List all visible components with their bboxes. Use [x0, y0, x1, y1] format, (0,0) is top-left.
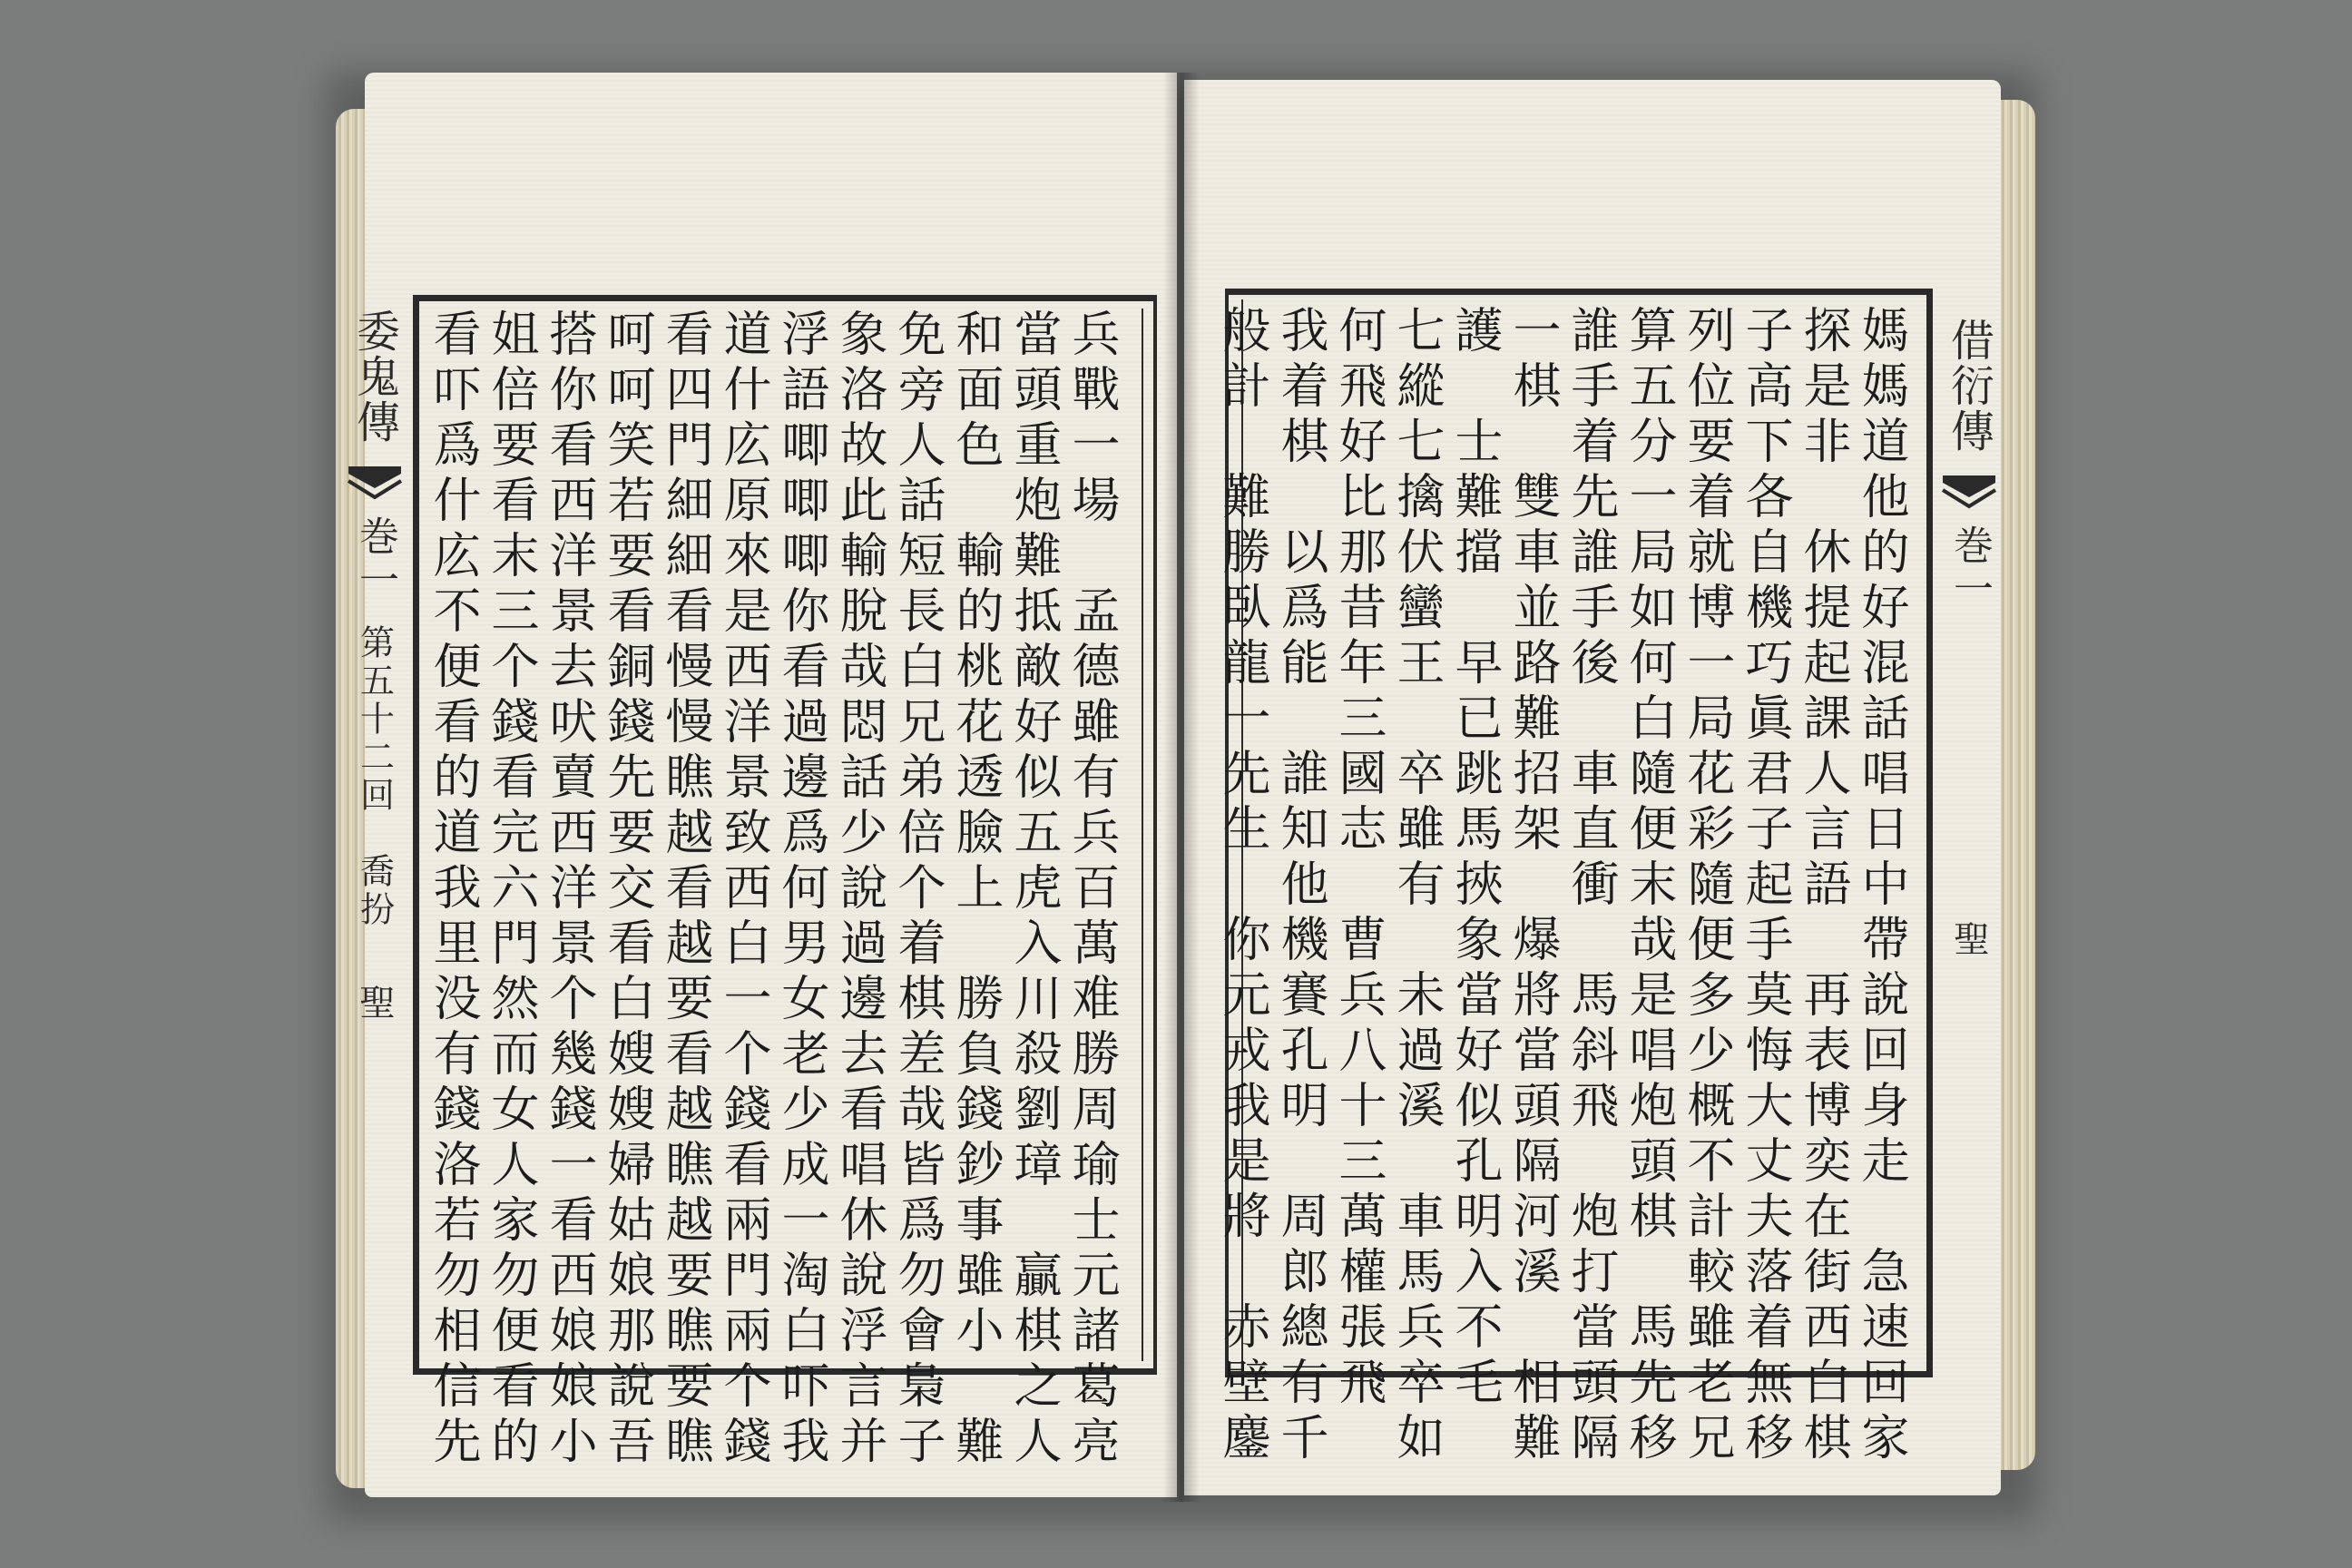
- fish-tail-mark-icon: [347, 465, 403, 503]
- text-column: 免旁人話短長白兄弟倍个着棋差哉皆爲勿會梟子: [890, 309, 946, 1471]
- text-column: 算五分一局如何白隨便末哉是唱炮頭棋 馬先移: [1622, 305, 1677, 1467]
- text-column: 和面色 輸的桃花透臉上 勝負錢鈔事雖小 難: [948, 309, 1004, 1471]
- text-column: 般計 難勝臥龍一先生 你元戎我是將 赤壁鏖: [1215, 305, 1270, 1467]
- margin-chapter-label: 第五十二回 喬扮: [354, 624, 395, 929]
- right-page-margin-column: [1937, 318, 2001, 1352]
- text-column: 看吓爲什庅不便看的道我里没有錢洛若勿相信先: [426, 309, 481, 1471]
- text-column: 媽媽道他的好混話唱日中帶說回身走 急速回家: [1854, 305, 1909, 1467]
- text-column: 列位要着就博一局花彩隨便多少概不計較雖老兄: [1680, 305, 1735, 1467]
- margin-book-title: 借衍傳: [1943, 318, 1994, 454]
- text-column: 子高下各自機巧眞君子起手莫悔大丈夫落着無移: [1738, 305, 1793, 1467]
- text-column: 象洛故此輸脫哉悶話少說過邊去看唱休說浮言并: [832, 309, 887, 1471]
- margin-volume-label: 巻一: [1946, 524, 1993, 612]
- margin-page-number: 聖: [353, 984, 396, 1020]
- text-column: 七縱七擒伏蠻王 卒雖有 未過溪 車馬兵卒如: [1389, 305, 1445, 1467]
- text-column: 當頭重炮難抵敵好似五虎入川殺劉璋 贏棋之人: [1006, 309, 1062, 1471]
- margin-book-title: 委鬼傳: [348, 309, 400, 445]
- text-column: 搭你看西洋景去吠賣西洋景个幾錢一看西娘娘小: [542, 309, 597, 1471]
- margin-page-number: 聖: [1947, 920, 1990, 956]
- fish-tail-mark-icon: [1941, 474, 1997, 512]
- text-column: 姐倍要看末三个錢看完六門然而女人家勿便看的: [484, 309, 539, 1471]
- text-column: 探是非 休提起課人言語 再表博奕在街西白棋: [1796, 305, 1851, 1467]
- text-column: 呵呵笑若要看銅錢先要交看白嫂嫂婦姑娘那說吾: [600, 309, 655, 1471]
- left-frame-inner-line: [1142, 309, 1143, 1361]
- right-text-block: [1215, 305, 1909, 1467]
- text-column: 誰手着先誰手後 車直衝 馬斜飛 炮打當頭隔: [1563, 305, 1619, 1467]
- text-column: 我着棋 以爲能 誰知他機賽孔明 周郎總有千: [1273, 305, 1328, 1467]
- text-column: 兵戰一場 孟德雖有兵百萬难勝周瑜士元諸葛亮: [1064, 309, 1120, 1471]
- text-column: 浮語唧唧唧你看過邊爲何男女老少成一淘白吓我: [774, 309, 829, 1471]
- text-column: 何飛好比那昔年三國志 曹兵八十三萬權張飛: [1331, 305, 1387, 1412]
- left-text-block: [426, 309, 1120, 1471]
- text-column: 護 士難擋 早已跳馬挾象當好似孔明入不毛: [1447, 305, 1503, 1412]
- margin-volume-label: 巻一: [352, 515, 398, 603]
- text-column: 看四門細細看慢慢瞧越看越要看越瞧越要瞧要瞧: [658, 309, 713, 1471]
- book-gutter: [1163, 73, 1200, 1502]
- text-column: 道什庅原來是西洋景致西白一个錢看兩門兩个錢: [716, 309, 771, 1471]
- left-page-margin-column: [343, 309, 407, 1361]
- text-column: 一棋 雙車並路難招架 爆將當頭隔河溪 相難: [1505, 305, 1561, 1467]
